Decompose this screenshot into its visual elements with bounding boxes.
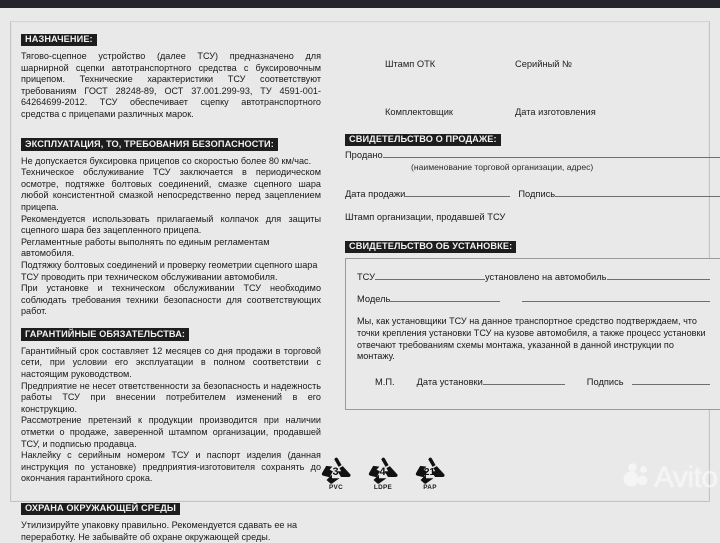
recycling-label-pvc: PVC: [328, 484, 344, 491]
warranty-paragraph-4: Наклейку с серийным номером ТСУ и паспорт изделия (данная инструкция по установке) предприятия-изготовителя сохранять до окончания гарантийного срока.: [21, 450, 321, 484]
document-page: [0, 8, 720, 542]
photo-top-bar: [0, 0, 720, 8]
avito-watermark: [622, 462, 718, 493]
right-column: [331, 22, 720, 501]
section-heading-environment-label: ОХРАНА ОКРУЖАЮЩЕЙ СРЕДЫ: [21, 503, 180, 516]
section-heading-operation-label: ЭКСПЛУАТАЦИЯ, ТО, ТРЕБОВАНИЯ БЕЗОПАСНОСТИ:: [21, 138, 278, 151]
model-field-row: [357, 292, 710, 304]
section-heading-purpose: [21, 29, 321, 47]
tsu-field-row: [357, 270, 710, 282]
installer-statement: Мы, как установщики ТСУ на данное транспортное средство подтверждаем, что точки крепления установки ТСУ на кузове автомобиля, а также процесс установки отвечают требованиям схемы монтажа, указанной в данной инструкции по монтажу.: [357, 316, 706, 362]
install-date-input-line[interactable]: [483, 375, 565, 385]
sale-date-field-row: [345, 187, 720, 199]
recycling-code-ldpe: 4: [379, 466, 386, 478]
recycling-code-pvc: 3: [332, 466, 339, 478]
recycling-label-ldpe: LDPE: [373, 484, 393, 491]
two-column-layout: [11, 22, 718, 542]
sale-signature-input-line[interactable]: [555, 187, 720, 197]
tsu-label: ТСУ: [357, 272, 375, 282]
section-heading-install-certificate-label: СВИДЕТЕЛЬСТВО ОБ УСТАНОВКЕ:: [345, 241, 516, 254]
operation-paragraph-1: Не допускается буксировка прицепов со скоростью более 80 км/час.: [21, 155, 312, 166]
qc-block: [345, 43, 720, 129]
section-heading-warranty-label: ГАРАНТИЙНЫЕ ОБЯЗАТЕЛЬСТВА:: [21, 328, 189, 341]
install-certificate-box: [345, 258, 720, 410]
installed-on-label: установлено на автомобиль: [485, 272, 607, 282]
section-heading-purpose-label: НАЗНАЧЕНИЕ:: [21, 34, 97, 47]
document-sheet: [10, 21, 718, 542]
section-heading-environment: [21, 498, 321, 516]
operation-paragraph-4: Регламентные работы выполнять по единым регламентам автомобиля.: [21, 236, 270, 259]
sale-date-label: Дата продажи: [345, 189, 406, 199]
avito-wordmark: Avito: [653, 460, 718, 494]
install-signature-input-line[interactable]: [632, 375, 710, 385]
section-heading-warranty: [21, 324, 321, 342]
qc-stamp-otk-label: Штамп ОТК: [385, 59, 436, 69]
sold-field-row: [345, 148, 720, 160]
mp-label: М.П.: [375, 377, 395, 388]
operation-paragraph-6: При установке и техническом обслуживании ТСУ необходимо соблюдать требования техники безопасности для соответствующих работ.: [21, 283, 321, 317]
install-signature-label: Подпись: [586, 377, 624, 388]
section-heading-sale-certificate-label: СВИДЕТЕЛЬСТВО О ПРОДАЖЕ:: [345, 134, 501, 147]
warranty-paragraph-1: Гарантийный срок составляет 12 месяцев со дня продажи в торговой сети, при условии его эксплуатации в полном соответствии с настоящим руководством.: [21, 345, 321, 380]
avito-logo-icon: [622, 462, 654, 493]
operation-paragraph-2: Техническое обслуживание ТСУ заключается в периодическом осмотре, подтяжке болтовых соединений, смазке сцепного шара любой консистентной смазкой непосредственно перед зацеплением прицепа.: [21, 167, 321, 212]
recycling-code-pap: 21: [423, 467, 436, 478]
sale-date-input-line[interactable]: [405, 187, 510, 197]
operation-paragraph-5: Подтяжку болтовых соединений и проверку геометрии сцепного шара ТСУ проводить при техническом обслуживании автомобиля.: [21, 259, 318, 282]
section-heading-install-certificate: [345, 236, 720, 254]
environment-paragraph-1: Утилизируйте упаковку правильно. Рекомендуется сдавать ее на переработку. Не забывайте об охране окружающей среды.: [21, 520, 298, 542]
model-extra-input-line[interactable]: [522, 292, 709, 302]
model-input-line[interactable]: [390, 292, 500, 302]
vehicle-input-line[interactable]: [607, 270, 710, 280]
model-label: Модель: [357, 294, 391, 304]
sale-signature-label: Подпись: [518, 189, 556, 199]
warranty-paragraph-2: Предприятие не несет ответственности за безопасность и надежность работы ТСУ при внесении потребителем изменений в его конструкцию.: [21, 380, 321, 414]
warranty-paragraph-3: Рассмотрение претензий к продукции производится при наличии отметки о продаже, заверенной штампом организации, продавшей ТСУ, и подписью продавца.: [21, 415, 321, 449]
seller-stamp-note: Штамп организации, продавшей ТСУ: [345, 212, 506, 222]
qc-manufacture-date-label: Дата изготовления: [515, 107, 596, 117]
recycling-label-pap: PAP: [423, 484, 437, 491]
qc-serial-number-label: Серийный №: [515, 59, 573, 69]
section-heading-sale-certificate: [345, 129, 720, 147]
install-date-label: Дата установки: [416, 377, 483, 388]
purpose-paragraph-1: Тягово-сцепное устройство (далее ТСУ) предназначено для шарнирной сцепки автотранспортного средства с буксировочным прицепом. Технические характеристики ТСУ соответствуют требованиям ГОСТ 28248-89, ОСТ 37.001.299-93, ТУ 4591-001-64264699-2012. ТСУ обеспечивает сцепку автотранспортного средства с прицепами различных марок.: [21, 51, 321, 119]
sold-label: Продано: [345, 150, 383, 160]
operation-paragraph-3: Рекомендуется использовать прилагаемый колпачок для защиты сцепного шара без зацепленного прицепа.: [21, 213, 321, 236]
qc-picker-label: Комплектовщик: [385, 107, 453, 117]
sold-input-line[interactable]: [383, 148, 720, 158]
tsu-input-line[interactable]: [375, 270, 485, 280]
section-heading-operation: [21, 134, 321, 152]
sold-hint-text: (наименование торговой организации, адрес): [411, 162, 594, 172]
install-signature-row: [357, 375, 710, 387]
